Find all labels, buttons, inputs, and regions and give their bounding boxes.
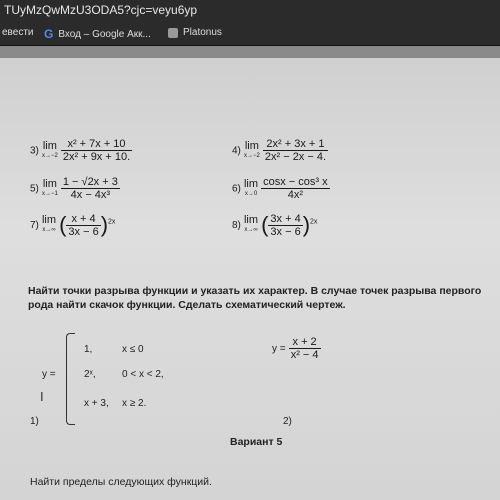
piecewise-y: y = (42, 369, 56, 380)
problem-4: 4) lim x→−2 $\frac{\text{2x² + 3x + 1}}{\text{2x² − 2x − 4.}}$ (232, 138, 327, 163)
task-text: Найти точки разрыва функции и указать их характер. В случае точек разрыва первого рода найти скачок функции. Сделать схематический чертеж. (28, 285, 482, 311)
variant-title: Вариант 5 (230, 436, 283, 448)
footer-instruction: Найти пределы следующих функций. (30, 476, 212, 488)
bookmark-google-login[interactable]: G Вход – Google Акк... (44, 27, 151, 41)
fraction: $\frac{\text{2x² + 3x + 1}}{\text{2x² − 2x − 4.}}$ (264, 138, 327, 163)
problem-6: 6) lim x→0 $\frac{\text{cosx − cos³ x}}{\text{4x²}}$ (232, 176, 328, 201)
fraction: $\frac{\text{cosx − cos³ x}}{\text{4x²}}$ (263, 176, 328, 201)
piecewise-cond-2: 0 < x < 2, (122, 369, 164, 380)
problem-7: 7) lim x→∞ ( $\frac{x + 4}{3x - 6}$ )$^{2x}$ (30, 212, 116, 238)
piecewise-expr-1: 1, (84, 344, 93, 355)
piecewise-cond-1: x ≤ 0 (122, 344, 144, 355)
piecewise-expr-2: 2ˣ, (84, 369, 96, 380)
problem-8: 8) lim x→∞ ( $\frac{3x + 4}{3x - 6}$ )$^{2x}$ (232, 212, 318, 238)
url-text[interactable]: TUyMzQwMzU3ODA5?cjc=veyu6yp (4, 3, 198, 17)
problem-5: 5) lim x→−1 $\frac{1 - √2x + 3}{\text{4x − 4x³}}$ (30, 176, 118, 201)
limit-sign: lim x→∞ (243, 214, 259, 233)
fraction: $\frac{x + 2}{\text{x² − 4}}$ (290, 336, 319, 361)
bookmarks-bar (0, 22, 500, 46)
bookmark-platonus[interactable]: Platonus (168, 27, 222, 38)
piecewise-expr-3: x + 3, (84, 398, 109, 409)
page-header-band (0, 46, 500, 58)
problem-3: 3) lim x→−2 $\frac{\text{x² + 7x + 10}}{\text{2x² + 9x + 10.}}$ (30, 138, 131, 163)
bookmark-translate[interactable]: евести (2, 27, 34, 38)
platonus-icon (168, 28, 178, 38)
document-page (0, 46, 500, 500)
fraction: $\frac{3x + 4}{3x - 6}$ (270, 212, 301, 238)
limit-sign: lim x→∞ (41, 214, 57, 233)
limit-sign: lim x→−2 (41, 139, 58, 159)
function-2: y = $\frac{x + 2}{\text{x² − 4}}$ (272, 336, 319, 361)
piecewise-brace (66, 333, 75, 425)
piecewise-cond-3: x ≥ 2. (122, 398, 147, 409)
fraction: $\frac{\text{x² + 7x + 10}}{\text{2x² + 9x + 10.}}$ (62, 138, 131, 163)
limit-sign: lim x→−1 (41, 177, 58, 197)
google-icon: G (44, 27, 54, 41)
item-2-label: 2) (283, 416, 292, 427)
item-1-label: 1) (30, 416, 39, 427)
limit-sign: lim x→0 (243, 177, 259, 197)
text-cursor-icon: I (40, 389, 44, 404)
fraction: $\frac{x + 4}{3x - 6}$ (68, 212, 99, 238)
address-bar[interactable] (0, 0, 500, 22)
limit-sign: lim x→−2 (243, 139, 260, 159)
fraction: $\frac{1 - √2x + 3}{\text{4x − 4x³}}$ (62, 176, 118, 201)
